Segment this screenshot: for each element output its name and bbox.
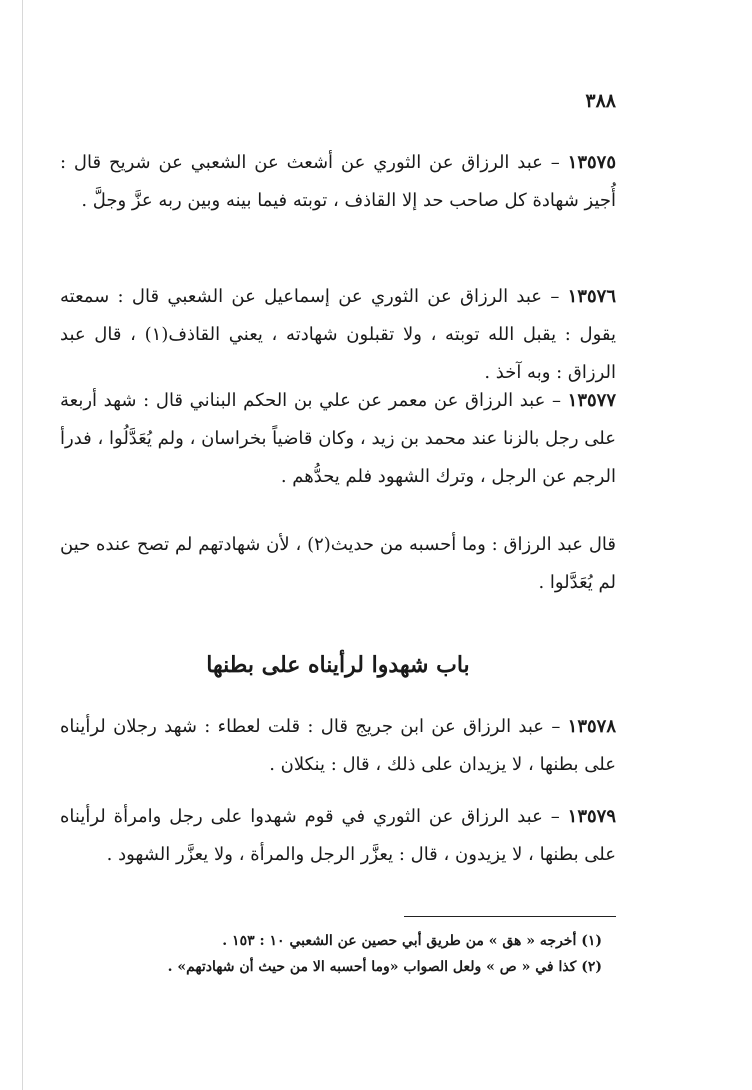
hadith-text: – عبد الرزاق عن ابن جريج قال : قلت لعطاء : شهد رجلان لرأيناه على بطنها ، لا يزيدان على ذلك ، قال : ينكلان . [60, 716, 616, 775]
hadith-text: – عبد الرزاق عن الثوري عن إسماعيل عن الشعبي قال : سمعته يقول : يقبل الله توبته ، ولا تقبلون شهادته ، يعني القاذف(١) ، قال عبد الرزاق : وبه آخذ . [60, 286, 616, 383]
footnote-2: (٢) كذا في « ص » ولعل الصواب «وما أحسبه الا من حيث أن شهادتهم» . [167, 959, 602, 975]
hadith-number: ١٣٥٧٩ [567, 806, 617, 827]
footnote-1: (١) أخرجه « هق » من طريق أبي حصين عن الشعبي ١٠ : ١٥٣ . [222, 933, 602, 949]
page-number: ٣٨٨ [585, 90, 616, 112]
chapter-title: باب شهدوا لرأيناه على بطنها [206, 652, 470, 678]
hadith-13576 [60, 278, 616, 392]
comment-text: قال عبد الرزاق : وما أحسبه من حديث(٢) ، لأن شهادتهم لم تصح عنده حين لم يُعَدَّلوا . [60, 534, 616, 593]
footnote-divider [404, 916, 616, 917]
hadith-number: ١٣٥٧٦ [567, 286, 616, 307]
hadith-text: – عبد الرزاق عن الثوري عن أشعث عن الشعبي عن شريح قال : أُجيز شهادة كل صاحب حد إلا القاذف ، توبته فيما بينه وبين ربه عزَّ وجلَّ . [60, 152, 616, 211]
hadith-text: – عبد الرزاق عن الثوري في قوم شهدوا على رجل وامرأة لرأيناه على بطنها ، لا يزيدون ، قال : يعزَّر الرجل والمرأة ، ولا يعزَّر الشهود . [60, 806, 616, 865]
hadith-number: ١٣٥٧٧ [567, 390, 616, 411]
hadith-13577 [60, 382, 616, 496]
hadith-number: ١٣٥٧٨ [567, 716, 616, 737]
hadith-number: ١٣٥٧٥ [567, 152, 616, 173]
hadith-13579 [60, 798, 616, 874]
abd-al-razzaq-comment [60, 526, 616, 602]
hadith-text: – عبد الرزاق عن معمر عن علي بن الحكم البناني قال : شهد أربعة على رجل بالزنا عند محمد بن زيد ، وكان قاضياً بخراسان ، ولم يُعَدَّلُوا ، فدرأ الرجم عن الرجل ، وترك الشهود فلم يحدُّهم . [60, 390, 616, 487]
footnotes [62, 928, 602, 980]
scan-margin-line [22, 0, 23, 1090]
hadith-13578 [60, 708, 616, 784]
hadith-13575 [60, 144, 616, 220]
